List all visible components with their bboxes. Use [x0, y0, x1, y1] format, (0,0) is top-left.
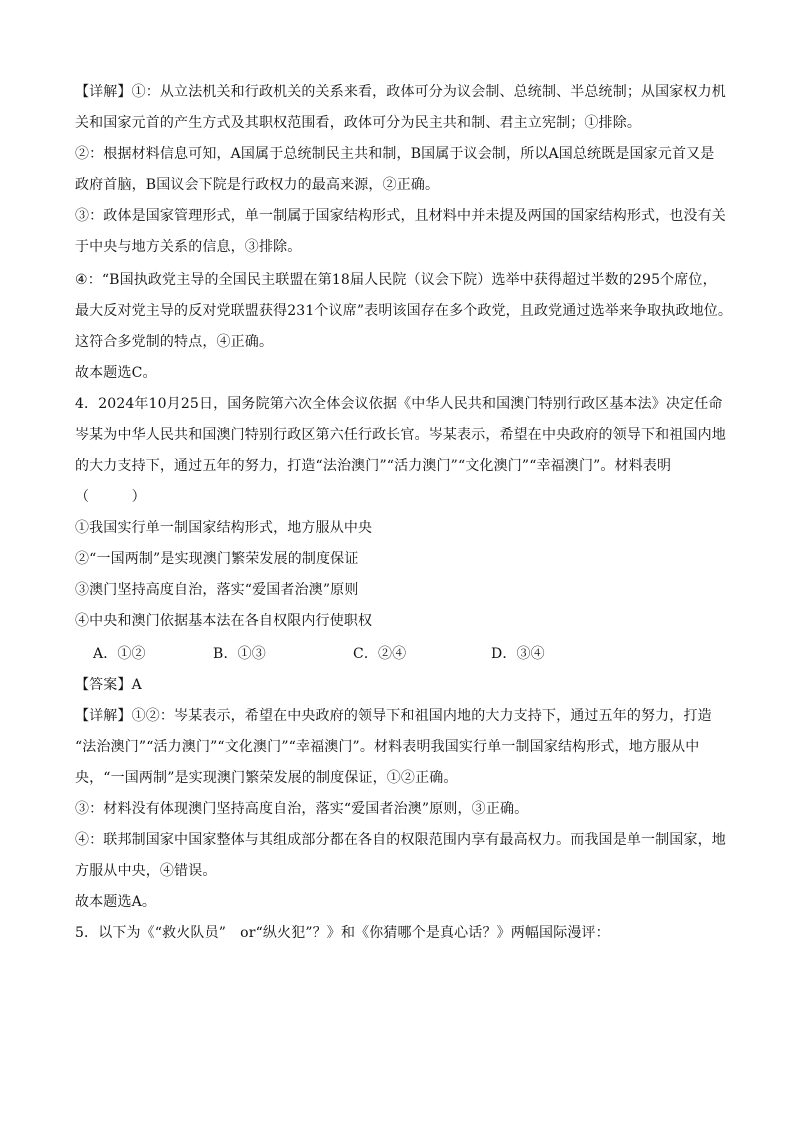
explanation-line-6: 方服从中央，④错误。 [75, 863, 217, 879]
explanation-line-5: ④：联邦制国家中国家整体与其组成部分都在各自的权限范围内享有最高权力。而我国是单一制国家，地 [75, 832, 726, 848]
question-5-line-1: 5．以下为《“救火队员” or“纵火犯”？》和《你猜哪个是真心话？》两幅国际漫评： [75, 925, 610, 941]
statement-3: ③澳门坚持高度自治，落实“爱国者治澳”原则 [75, 582, 359, 598]
question-4-line-1: 4．2024年10月25日，国务院第六次全体会议依据《中华人民共和国澳门特别行政区基本法》决定任命 [75, 396, 723, 412]
analysis-line-7: ④：“B国执政党主导的全国民主联盟在第18届人民院（议会下院）选举中获得超过半数的295个席位， [75, 272, 717, 288]
analysis-line-8: 最大反对党主导的反对党联盟获得231个议席”表明该国存在多个政党，且政党通过选举来争取执政地位。 [75, 303, 733, 319]
question-4-line-3: 的大力支持下，通过五年的努力，打造“法治澳门”“活力澳门”“文化澳门”“幸福澳门”。材料表明 [75, 458, 672, 474]
option-a: A．①② [93, 646, 146, 662]
option-d: D．③④ [491, 646, 545, 662]
answer-blank: （ ） [75, 489, 146, 505]
explanation-line-3: 央，“一国两制”是实现澳门繁荣发展的制度保证，①②正确。 [75, 770, 458, 786]
explanation-line-4: ③：材料没有体现澳门坚持高度自治，落实“爱国者治澳”原则，③正确。 [75, 801, 529, 817]
analysis-line-5: ③：政体是国家管理形式，单一制属于国家结构形式，且材料中并未提及两国的国家结构形式，也没有关 [75, 208, 726, 224]
answer-line: 【答案】A [75, 677, 142, 693]
statement-4: ④中央和澳门依据基本法在各自权限内行使职权 [75, 613, 373, 629]
analysis-line-1: 【详解】①：从立法机关和行政机关的关系来看，政体可分为议会制、总统制、半总统制；从国家权力机 [75, 84, 726, 100]
choice-options [93, 644, 753, 664]
option-b: B．①③ [213, 646, 266, 662]
conclusion-line-q4: 故本题选A。 [75, 894, 157, 910]
question-4-line-2: 岑某为中华人民共和国澳门特别行政区第六任行政长官。岑某表示，希望在中央政府的领导下和祖国内地 [75, 427, 726, 443]
statement-1: ①我国实行单一制国家结构形式，地方服从中央 [75, 520, 373, 536]
option-c: C．②④ [353, 646, 407, 662]
analysis-line-4: 政府首脑，B国议会下院是行政权力的最高来源，②正确。 [75, 177, 440, 193]
analysis-line-3: ②：根据材料信息可知，A国属于总统制民主共和制，B国属于议会制，所以A国总统既是国家元首又是 [75, 146, 715, 162]
explanation-line-2: “法治澳门”“活力澳门”“文化澳门”“幸福澳门”。材料表明我国实行单一制国家结构形式，地方服从中 [75, 739, 700, 755]
statement-2: ②“一国两制”是实现澳门繁荣发展的制度保证 [75, 551, 359, 567]
explanation-line-1: 【详解】①②：岑某表示，希望在中央政府的领导下和祖国内地的大力支持下，通过五年的努力，打造 [75, 708, 712, 724]
analysis-line-6: 于中央与地方关系的信息，③排除。 [75, 239, 302, 255]
analysis-line-2: 关和国家元首的产生方式及其职权范围看，政体可分为民主共和制、君主立宪制；①排除。 [75, 115, 641, 131]
analysis-line-9: 这符合多党制的特点，④正确。 [75, 334, 274, 350]
conclusion-line-q3: 故本题选C。 [75, 365, 157, 381]
